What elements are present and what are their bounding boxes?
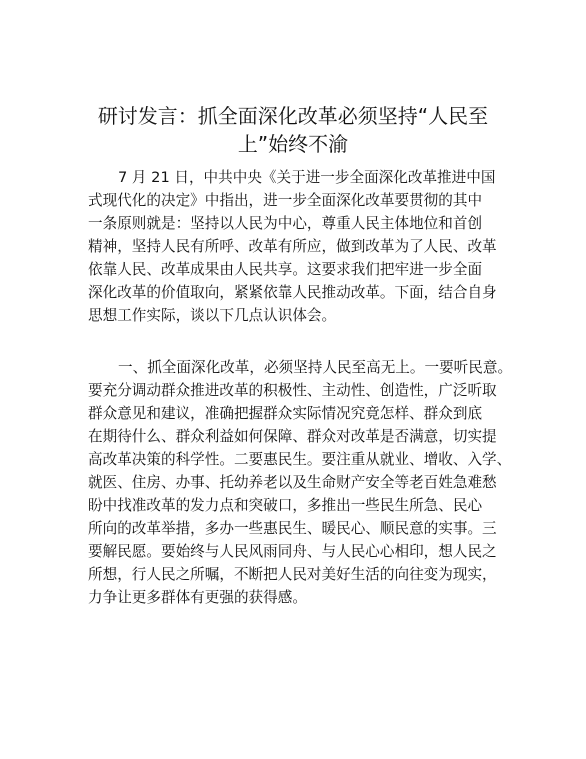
paragraph-line: 所向的改革举措，多办一些惠民生、暖民心、顺民意的实事。三 bbox=[88, 520, 497, 537]
paragraph-line: 精神，坚持人民有所呼、改革有所应，做到改革为了人民、改革 bbox=[88, 238, 497, 255]
paragraph-line: 一条原则就是：坚持以人民为中心，尊重人民主体地位和首创 bbox=[88, 215, 483, 232]
paragraph-line: 盼中找准改革的发力点和突破口，多推出一些民生所急、民心 bbox=[88, 497, 483, 514]
paragraph-line: 式现代化的决定》中指出，进一步全面深化改革要贯彻的其中 bbox=[88, 192, 483, 209]
paragraph-line: 要解民愿。要始终与人民风雨同舟、与人民心心相印，想人民之 bbox=[88, 543, 497, 560]
title-line-1: 研讨发言：抓全面深化改革必须坚持“人民至 bbox=[97, 104, 489, 128]
paragraph-line: 一、抓全面深化改革，必须坚持人民至高无上。一要听民意。 bbox=[118, 359, 513, 376]
paragraph-line: 高改革决策的科学性。二要惠民生。要注重从就业、增收、入学、 bbox=[88, 451, 512, 468]
paragraph-line: 思想工作实际，谈以下几点认识体会。 bbox=[88, 307, 337, 324]
paragraph-line: 就医、住房、办事、托幼养老以及生命财产安全等老百姓急难愁 bbox=[88, 474, 497, 491]
paragraph-line: 所想，行人民之所嘱，不断把人民对美好生活的向往变为现实， bbox=[88, 566, 497, 583]
paragraph-intro bbox=[88, 166, 513, 327]
paragraph-line: 在期待什么、群众利益如何保障、群众对改革是否满意，切实提 bbox=[88, 428, 497, 445]
title-line-2: 上”始终不渝 bbox=[237, 132, 349, 156]
paragraph-line: 7 月 21 日，中共中央《关于进一步全面深化改革推进中国 bbox=[118, 169, 496, 186]
paragraph-line: 力争让更多群体有更强的获得感。 bbox=[88, 589, 307, 606]
document-title bbox=[80, 102, 506, 158]
paragraph-line: 依靠人民、改革成果由人民共享。这要求我们把牢进一步全面 bbox=[88, 261, 483, 278]
paragraph-section-one bbox=[88, 356, 513, 609]
paragraph-line: 深化改革的价值取向，紧紧依靠人民推动改革。下面，结合自身 bbox=[88, 284, 497, 301]
paragraph-line: 要充分调动群众推进改革的积极性、主动性、创造性，广泛听取 bbox=[88, 382, 497, 399]
paragraph-line: 群众意见和建议，准确把握群众实际情况究竟怎样、群众到底 bbox=[88, 405, 483, 422]
